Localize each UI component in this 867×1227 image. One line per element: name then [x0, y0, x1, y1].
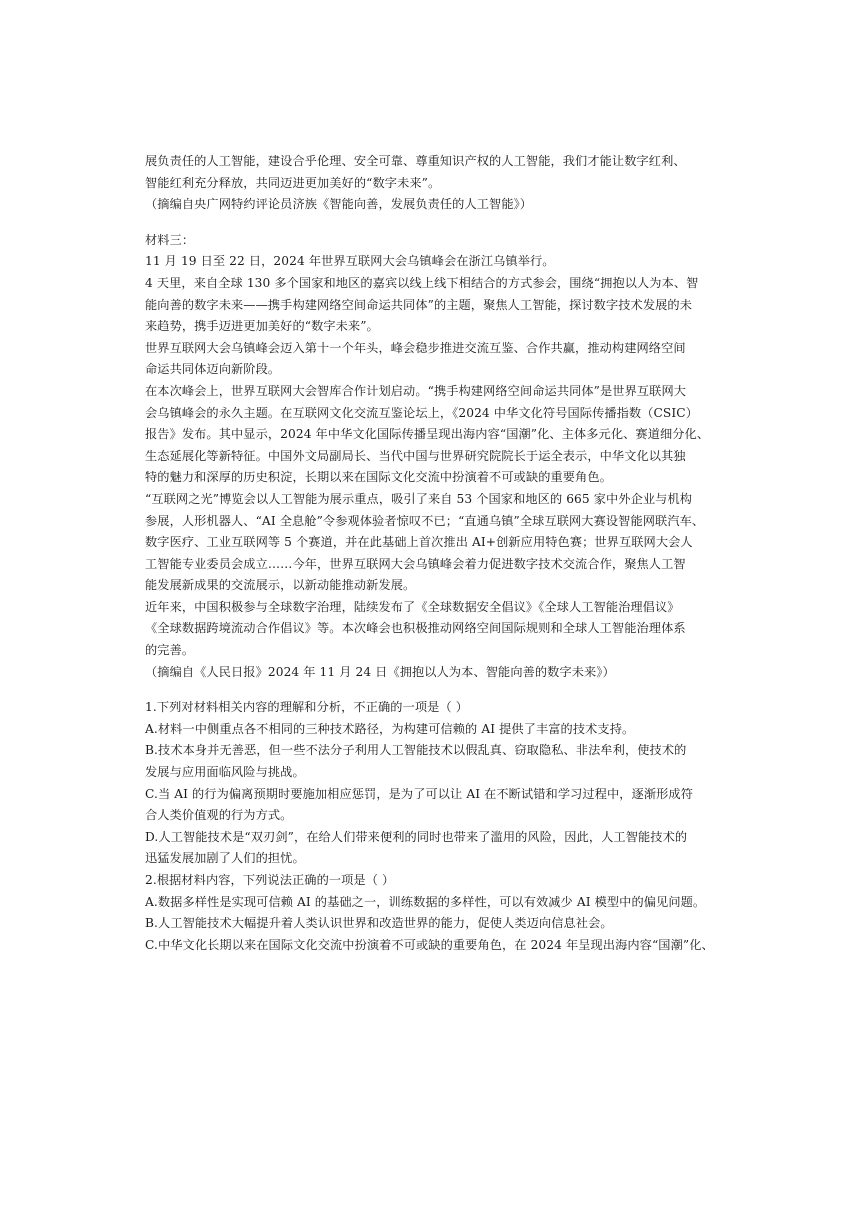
text-line: 展负责任的人工智能，建设合乎伦理、安全可靠、尊重知识产权的人工智能，我们才能让数字红利、: [145, 154, 686, 168]
text-line: 近年来，中国积极参与全球数字治理，陆续发布了《全球数据安全倡议》《全球人工智能治理倡议》: [145, 599, 680, 614]
text-line: 数字医疗、工业互联网等 5 个赛道，并在此基础上首次推出 AI+创新应用特色赛；世界互联网大会人: [145, 535, 693, 550]
questions-section: [145, 697, 714, 956]
text-line: 特的魅力和深厚的历史积淀，长期以来在国际文化交流中扮演着不可或缺的重要角色。: [145, 470, 612, 485]
option-c-cont: 合人类价值观的行为方式。: [145, 808, 293, 823]
option-b: B.人工智能技术大幅提升着人类认识世界和改造世界的能力，促使人类迈向信息社会。: [145, 916, 613, 931]
text-line: 世界互联网大会乌镇峰会迈入第十一个年头，峰会稳步推进交流互鉴、合作共赢，推动构建网络空间: [145, 340, 686, 355]
option-b: B.技术本身并无善恶，但一些不法分子利用人工智能技术以假乱真、窃取隐私、非法牟利，使技术的: [145, 743, 687, 758]
source-citation: （摘编自央广网特约评论员济族《智能向善，发展负责任的人工智能》）: [145, 197, 533, 212]
source-citation: （摘编自《人民日报》2024 年 11 月 24 日《拥抱以人为本、智能向善的数字未来》）: [145, 664, 615, 679]
question-stem: 1.下列对材料相关内容的理解和分析，不正确的一项是（ ）: [145, 700, 468, 715]
section-heading: 材料三：: [145, 232, 195, 247]
option-a: A.数据多样性是实现可信赖 AI 的基础之一，训练数据的多样性，可以有效减少 AI 模型中的偏见问题。: [145, 894, 706, 909]
option-c: C.中华文化长期以来在国际文化交流中扮演着不可或缺的重要角色，在 2024 年呈现出海内容“国潮”化、: [145, 937, 714, 952]
question-stem: 2.根据材料内容，下列说法正确的一项是（ ）: [145, 873, 395, 887]
text-line: 生态延展化等新特征。中国外文局副局长、当代中国与世界研究院院长于运全表示，中华文化以其独: [145, 448, 686, 463]
text-line: 《全球数据跨境流动合作倡议》等。本次峰会也积极推动网络空间国际规则和全球人工智能治理体系: [145, 621, 686, 636]
spacer: [145, 216, 705, 230]
text-line: 11 月 19 日至 22 日，2024 年世界互联网大会乌镇峰会在浙江乌镇举行。: [145, 254, 555, 269]
text-line: 能发展新成果的交流展示，以新动能推动新发展。: [145, 578, 416, 593]
document-page: [145, 151, 714, 956]
text-line: 命运共同体迈向新阶段。: [145, 362, 281, 377]
text-line: 在本次峰会上，世界互联网大会智库合作计划启动。“携手构建网络空间命运共同体”是世界互联网大: [145, 383, 687, 398]
option-c: C.当 AI 的行为偏离预期时要施加相应惩罚，是为了可以让 AI 在不断试错和学习过程中，逐渐形成符: [145, 786, 693, 801]
text-line: 会乌镇峰会的永久主题。在互联网文化交流互鉴论坛上，《2024 中华文化符号国际传播指数（CSIC）: [145, 405, 699, 420]
text-line: 参展，人形机器人、“AI 全息舱”令参观体验者惊叹不已；“直通乌镇”全球互联网大赛设智能网联汽车、: [145, 513, 705, 528]
text-line: 4 天里，来自全球 130 多个国家和地区的嘉宾以线上线下相结合的方式参会，围绕“拥抱以人为本、智: [145, 275, 699, 290]
text-line: 工智能专业委员会成立……今年，世界互联网大会乌镇峰会着力促进数字技术交流合作，聚焦人工智: [145, 556, 686, 571]
option-d: D.人工智能技术是“双刃剑”，在给人们带来便利的同时也带来了滥用的风险，因此，人工智能技术的: [145, 829, 688, 844]
option-d-cont: 迅猛发展加剧了人们的担忧。: [145, 851, 305, 866]
text-line: 的完善。: [145, 643, 195, 658]
spacer: [145, 683, 705, 697]
text-line: 报告》发布。其中显示，2024 年中华文化国际传播呈现出海内容“国潮”化、主体多元化、赛道细分化、: [145, 427, 710, 442]
text-line: 能向善的数字未来——携手构建网络空间命运共同体”的主题，聚焦人工智能，探讨数字技术发展的未: [145, 297, 692, 312]
text-line: 来趋势，携手迈进更加美好的“数字未来”。: [145, 319, 379, 334]
text-line: “互联网之光”博览会以人工智能为展示重点，吸引了来自 53 个国家和地区的 665 家中外企业与机构: [145, 491, 693, 506]
text-line: 智能红利充分释放，共同迈进更加美好的“数字未来”。: [145, 175, 441, 190]
option-b-cont: 发展与应用面临风险与挑战。: [145, 765, 305, 780]
material3-section: [145, 230, 710, 683]
material2-tail: [145, 151, 705, 216]
option-a: A.材料一中侧重点各不相同的三种技术路径，为构建可信赖的 AI 提供了丰富的技术支持。: [145, 721, 635, 736]
